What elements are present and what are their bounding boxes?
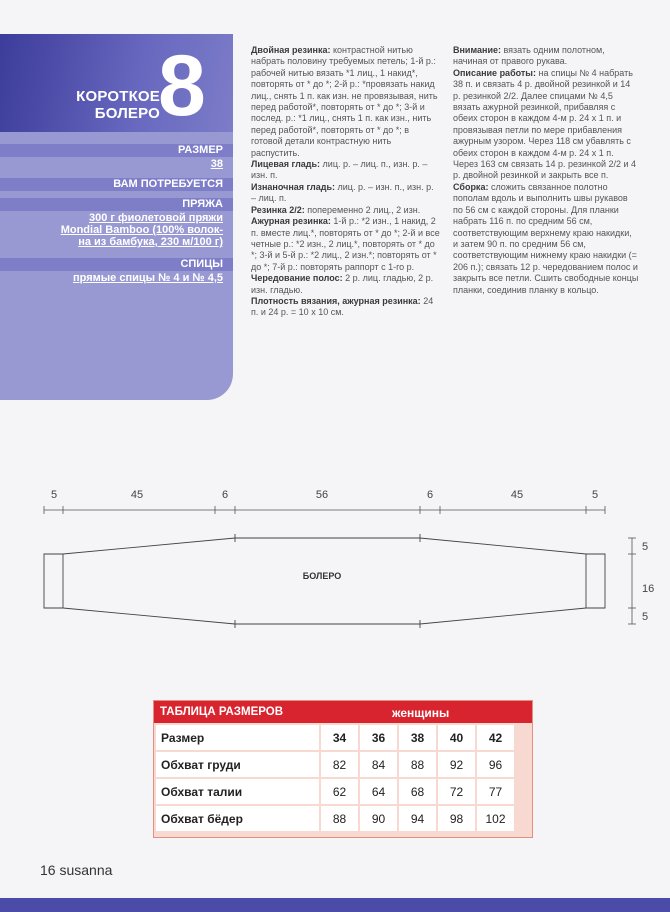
yarn-header: ПРЯЖА	[0, 198, 233, 211]
yarn-line-1: 300 г фиолетовой пряжи	[88, 212, 223, 224]
text: попеременно 2 лиц., 2 изн.	[304, 204, 421, 215]
text: вязать одним полотном, начиная от правого рукава.	[453, 45, 605, 67]
text: сложить связанное полотно пополам вдоль и выполнить швы рукавов по 56 см с каждой стороны. Для планки набрать 116 п. по средним 56 см, соответствующим верхнему краю накидки, и затем 90 п. по средним 56 см, соответствующим нижнему краю накидки (= 206 п.); связать 12 р. чередованием полос и закрыть все петли. Сшить свободные концы планки, соединив планку в кольцо.	[453, 181, 639, 295]
size-table	[153, 700, 533, 838]
paragraph-attention	[453, 45, 639, 68]
cell: 88	[398, 751, 437, 778]
size-value: 38	[210, 158, 223, 170]
yarn-line-3: на из бамбука, 230 м/100 г)	[78, 236, 223, 248]
term: Описание работы:	[453, 67, 536, 78]
table-row	[156, 725, 515, 751]
size-header: РАЗМЕР	[0, 144, 233, 157]
table-row	[156, 805, 515, 832]
cell: 84	[359, 751, 398, 778]
dim-label: 45	[510, 489, 524, 501]
cell: 77	[476, 778, 515, 805]
needles-value: прямые спицы № 4 и № 4,5	[73, 272, 223, 284]
dim-label: 5	[642, 541, 649, 553]
cell: 82	[320, 751, 359, 778]
cell: 64	[359, 778, 398, 805]
dim-label: 5	[50, 489, 58, 501]
term: Внимание:	[453, 45, 501, 55]
cell: 102	[476, 805, 515, 832]
bolero-outline	[44, 538, 605, 624]
paragraph-stripes	[251, 273, 441, 296]
paragraph-gauge	[251, 296, 441, 319]
bottom-bar	[0, 898, 670, 912]
term: Двойная резинка:	[251, 45, 331, 55]
cell: 38	[398, 725, 437, 751]
text: контрастной нитью набрать половину требуемых петель; 1-й р.: рабочей нитью вязать *1 лиц., 1 накид*, повторять от * до *; 2-й р.: *провязать накид лиц., снять 1 п. как изн. не провязывая, нить перед работой*, повторять от * до *; 3-й и послед. р.: *1 лиц., снять 1 п. как изн., нить перед работой*, повторять от * до *; в готовой детали контрастную нить распустить.	[251, 45, 438, 158]
dim-label: 6	[221, 489, 229, 501]
brand-name: susanna	[59, 862, 113, 878]
needles-header: СПИЦЫ	[0, 258, 233, 271]
size-table-group: женщины	[392, 706, 450, 720]
row-label: Размер	[156, 725, 320, 751]
row-label: Обхват талии	[156, 778, 320, 805]
dim-label: 6	[426, 489, 434, 501]
term: Резинка 2/2:	[251, 204, 305, 215]
cell: 34	[320, 725, 359, 751]
row-label: Обхват груди	[156, 751, 320, 778]
page-number: 16	[40, 862, 56, 878]
cell: 36	[359, 725, 398, 751]
paragraph-double-rib	[251, 45, 441, 159]
instructions-column-1	[251, 45, 441, 319]
cell: 72	[437, 778, 476, 805]
table-row	[156, 778, 515, 805]
text: 1-й р.: *2 изн., 1 накид, 2 п. вместе лиц.*, повторять от * до *; 2-й и все четные р.: *2 изн., 2 лиц.*, повторять от * до *; 3-й и 5-й р.: *2 лиц., 2 изн.*; повторять от * до *; 7-й р.: повторять раппорт с 1-го р.	[251, 216, 440, 272]
paragraph-stockinette	[251, 159, 441, 182]
text: 2 р. лиц. гладью, 2 р. изн. гладью.	[251, 273, 434, 295]
diagram-label: БОЛЕРО	[302, 571, 342, 581]
cell: 68	[398, 778, 437, 805]
text: лиц. р. – лиц. п., изн. р. – изн. п.	[251, 159, 428, 181]
title-line-2: БОЛЕРО	[94, 105, 160, 122]
term: Изнаночная гладь:	[251, 181, 336, 192]
term: Ажурная резинка:	[251, 216, 331, 227]
paragraph-rib-2-2	[251, 205, 441, 216]
text: 24 п. и 24 р. = 10 x 10 см.	[251, 295, 434, 318]
paragraph-lace-rib	[251, 216, 441, 273]
term: Лицевая гладь:	[251, 159, 321, 170]
dim-label: 45	[130, 489, 144, 501]
title-line-1: КОРОТКОЕ	[76, 88, 160, 105]
yarn-line-2: Mondial Bamboo (100% волок-	[60, 224, 223, 236]
dim-label: 5	[642, 611, 649, 623]
instructions-column-2	[453, 45, 639, 296]
text: лиц. р. – изн. п., изн. р. – лиц. п.	[251, 181, 434, 204]
table-row	[156, 751, 515, 778]
paragraph-assembly	[453, 182, 639, 296]
cell: 88	[320, 805, 359, 832]
size-table-grid	[156, 725, 516, 833]
cell: 96	[476, 751, 515, 778]
page-footer	[40, 862, 112, 878]
page-title	[40, 88, 160, 122]
size-table-header	[154, 701, 532, 723]
dim-label: 5	[591, 489, 599, 501]
dim-label: 16	[642, 583, 655, 595]
cell: 40	[437, 725, 476, 751]
cell: 90	[359, 805, 398, 832]
cell: 92	[437, 751, 476, 778]
cell: 94	[398, 805, 437, 832]
size-table-title: ТАБЛИЦА РАЗМЕРОВ	[160, 706, 284, 718]
need-header: ВАМ ПОТРЕБУЕТСЯ	[0, 178, 233, 191]
paragraph-reverse-stockinette	[251, 182, 441, 205]
term: Плотность вязания, ажурная резинка:	[251, 295, 421, 306]
row-label: Обхват бёдер	[156, 805, 320, 832]
pattern-number: 8	[158, 38, 206, 134]
cell: 98	[437, 805, 476, 832]
bolero-schematic	[0, 480, 670, 640]
term: Чередование полос:	[251, 273, 343, 284]
text: на спицы № 4 набрать 38 п. и связать 4 р. двойной резинкой и 14 р. резинкой 2/2. Далее спицами № 4,5 вязать ажурной резинкой, прибавляя с обеих сторон в каждом 4-м р. 24 x 1 п. и провязывая петли по мере прибавления ажурным узором. Через 118 см убавлять с обеих сторон в каждом 4-м р. 24 x 1 п. Через 163 см связать 14 р. резинкой 2/2 и 4 р. двойной резинкой и закрыть все п.	[453, 67, 637, 181]
term: Сборка:	[453, 181, 489, 192]
paragraph-work-description	[453, 68, 639, 182]
cell: 62	[320, 778, 359, 805]
dim-label: 56	[315, 489, 329, 501]
cell: 42	[476, 725, 515, 751]
